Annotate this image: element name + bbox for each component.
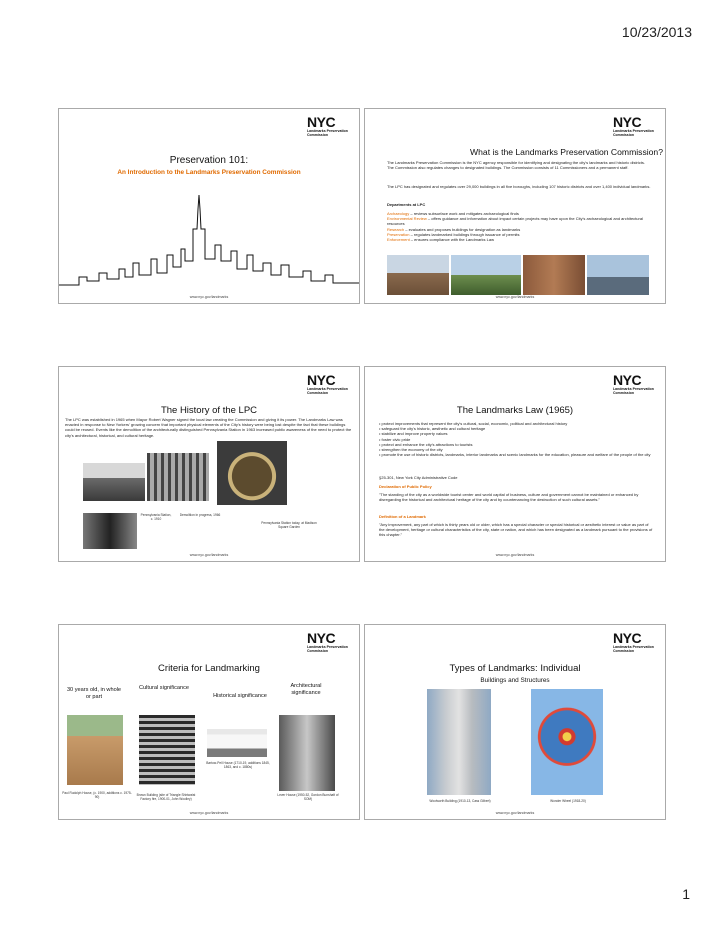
slide4-footer: www.nyc.gov/landmarks bbox=[495, 553, 535, 557]
slide5-footer: www.nyc.gov/landmarks bbox=[189, 811, 229, 815]
nyc-lpc-logo bbox=[307, 115, 351, 137]
caption-brown-building: Brown Building (site of Triangle Shirtwaist Factory fire, 1900-01, John Woolley) bbox=[136, 793, 196, 801]
slide4-policy-text: "The standing of the city as a worldwide tourist center and world capital of business, culture and government cannot be maintained or enhanced by disregarding the historical and architectural heritage of the city and by countenancing the destruction of such cultural assets." bbox=[379, 492, 639, 503]
photo-demolition bbox=[147, 453, 209, 501]
slide4-def-text: "Any improvement, any part of which is thirty years old or older, which has a special character or special historical or aesthetic interest or value as part of the development, heritage or cultural characteristics of the city, state or nation, and which has been designated as a landmark pursuant to the provisions of this chapter." bbox=[379, 522, 653, 538]
nyc-lpc-logo bbox=[613, 373, 657, 395]
photo-house bbox=[451, 255, 521, 295]
criterion-cultural: Cultural significance bbox=[138, 685, 190, 691]
bullet-item: • foster civic pride bbox=[379, 436, 411, 442]
logo-lpc-line2: Commission bbox=[307, 649, 329, 653]
photo-bridge bbox=[587, 255, 649, 295]
slide-what-is-lpc bbox=[364, 108, 666, 304]
logo-lpc-line2: Commission bbox=[613, 391, 635, 395]
logo-lpc-line1: Landmarks Preservation bbox=[613, 387, 654, 391]
logo-lpc-line2: Commission bbox=[613, 133, 635, 137]
nyc-lpc-logo bbox=[307, 631, 351, 653]
page-date: 10/23/2013 bbox=[621, 24, 692, 40]
logo-nyc: NYC bbox=[307, 114, 336, 130]
nyc-lpc-logo bbox=[307, 373, 351, 395]
criterion-architectural: Architectural significance bbox=[290, 683, 322, 696]
photo-brown-building bbox=[139, 715, 195, 785]
slide6-title: Types of Landmarks: Individual bbox=[449, 663, 581, 674]
slide4-bullets bbox=[379, 421, 659, 457]
criterion-age: 30 years old, in whole or part bbox=[66, 687, 122, 700]
slide-types-individual bbox=[364, 624, 666, 820]
caption-bartow-pell: Bartow-Pell House (1710-19, additions 1845, 1863, and c. 1880s) bbox=[206, 761, 270, 769]
caption-demolition: Demolition in progress, 1966 bbox=[179, 513, 221, 517]
slide-preservation-101 bbox=[58, 108, 360, 304]
logo-nyc: NYC bbox=[307, 630, 336, 646]
caption-penn-today: Pennsylvania Station today, at Madison Square Garden bbox=[261, 521, 317, 529]
logo-lpc-line1: Landmarks Preservation bbox=[307, 129, 348, 133]
slide6-footer: www.nyc.gov/landmarks bbox=[495, 811, 535, 815]
logo-nyc: NYC bbox=[613, 372, 642, 388]
slide2-dept-list bbox=[387, 211, 651, 242]
slide-landmarks-law bbox=[364, 366, 666, 562]
photo-lever-house bbox=[279, 715, 335, 791]
photo-rowhouses bbox=[523, 255, 585, 295]
photo-woolworth-building bbox=[427, 689, 491, 795]
photo-brownstone bbox=[387, 255, 449, 295]
slide2-paragraph-1: The Landmarks Preservation Commission is the NYC agency responsible for identifying and designating the city's landmarks and historic districts. The Commission also regulates changes to designated buildings. The Commission consists of 11 Commissioners and a permanent staff. bbox=[387, 160, 645, 171]
bullet-item: • stabilize and improve property values bbox=[379, 431, 448, 437]
slide1-subtitle: An Introduction to the Landmarks Preservation Commission bbox=[117, 169, 301, 176]
bullet-item: • protect and enhance the city's attractions to tourists bbox=[379, 441, 473, 447]
logo-nyc: NYC bbox=[307, 372, 336, 388]
slide3-title: The History of the LPC bbox=[160, 405, 258, 416]
slide4-policy-heading: Declaration of Public Policy bbox=[379, 484, 432, 489]
photo-penn-station bbox=[83, 463, 145, 501]
slide3-body: The LPC was established in 1965 when Mayor Robert Wagner signed the local law creating the Commission and giving it its power. The Landmarks Law was enacted in response to New Yorkers' growing concern that important physical elements of the City's history were being lost despite the fact that these buildings could be reused. Events like the demolition of the architecturally distinguished Pennsylvania Station in 1963 increased public awareness of the need to protect the city's architectural, historical, and cultural heritage. bbox=[65, 417, 352, 438]
slide-criteria bbox=[58, 624, 360, 820]
bullet-item: • promote the use of historic districts, landmarks, interior landmarks and scenic landmarks for the education, pleasure and welfare of the people of the city bbox=[379, 452, 651, 458]
caption-penn-station: Pennsylvania Station, c. 1910 bbox=[140, 513, 172, 521]
logo-lpc-line1: Landmarks Preservation bbox=[613, 129, 654, 133]
logo-lpc-line2: Commission bbox=[307, 391, 329, 395]
photo-bartow-pell bbox=[207, 729, 267, 757]
logo-nyc: NYC bbox=[613, 114, 642, 130]
logo-lpc-line2: Commission bbox=[307, 133, 329, 137]
photo-wonder-wheel bbox=[531, 689, 603, 795]
nyc-lpc-logo bbox=[613, 631, 657, 653]
dept-item: Preservation – regulates landmarked buildings through issuance of permits bbox=[387, 231, 520, 237]
bullet-item: • safeguard the city's historic, aesthetic and cultural heritage bbox=[379, 426, 486, 432]
logo-lpc-line1: Landmarks Preservation bbox=[613, 645, 654, 649]
slide1-title: Preservation 101: bbox=[169, 155, 249, 166]
slide2-dept-heading: Departments at LPC bbox=[387, 202, 426, 207]
caption-lever-house: Lever House (1950-52, Gordon Bunshaft of SOM) bbox=[277, 793, 339, 801]
photo-madison-square-garden bbox=[217, 441, 287, 505]
photo-rudolph-house bbox=[67, 715, 123, 785]
skyline-outline-icon bbox=[59, 189, 360, 293]
bullet-item: • protect improvements that represent the city's cultural, social, economic, political and architectural history bbox=[379, 421, 568, 426]
logo-lpc-line1: Landmarks Preservation bbox=[307, 645, 348, 649]
slide4-code: §25-301, New York City Administrative Code bbox=[379, 475, 458, 480]
criterion-historical: Historical significance bbox=[213, 693, 267, 699]
caption-rudolph-house: Paul Rudolph House, (c. 1900, additions c. 1975-90) bbox=[62, 791, 132, 799]
dept-item: Enforcement – ensures compliance with the Landmarks Law bbox=[387, 237, 494, 243]
logo-lpc-line2: Commission bbox=[613, 649, 635, 653]
slide3-footer: www.nyc.gov/landmarks bbox=[189, 553, 229, 557]
slide-history-lpc bbox=[58, 366, 360, 562]
dept-item: Research – evaluates and proposes buildings for designation as landmarks bbox=[387, 226, 521, 232]
caption-wonder-wheel: Wonder Wheel (1918-20) bbox=[550, 799, 586, 803]
slide4-title: The Landmarks Law (1965) bbox=[456, 405, 574, 416]
logo-nyc: NYC bbox=[613, 630, 642, 646]
caption-woolworth: Woolworth Building (1910-13, Cass Gilbert) bbox=[429, 799, 491, 803]
dept-item: Environmental Review – offers guidance and information about impact certain projects may have upon the City's archaeological and architectural resources bbox=[387, 216, 643, 227]
slide2-footer: www.nyc.gov/landmarks bbox=[495, 295, 535, 299]
slide4-def-heading: Definition of a Landmark bbox=[379, 514, 426, 519]
bullet-item: • strengthen the economy of the city bbox=[379, 447, 443, 453]
slide1-footer: www.nyc.gov/landmarks bbox=[189, 295, 229, 299]
slide2-paragraph-2: The LPC has designated and regulates over 29,000 buildings in all five boroughs, including 107 historic districts and over 1,400 individual landmarks. bbox=[387, 184, 651, 189]
page-number: 1 bbox=[682, 886, 690, 902]
logo-lpc-line1: Landmarks Preservation bbox=[307, 387, 348, 391]
nyc-lpc-logo bbox=[613, 115, 657, 137]
dept-item: Archaeology – reviews subsurface work and mitigates archaeological finds bbox=[387, 211, 519, 216]
slide5-title: Criteria for Landmarking bbox=[158, 663, 260, 674]
photo-penn-interior bbox=[83, 513, 137, 549]
slide2-title: What is the Landmarks Preservation Commission? bbox=[470, 147, 663, 157]
slide6-subtitle: Buildings and Structures bbox=[480, 677, 550, 684]
